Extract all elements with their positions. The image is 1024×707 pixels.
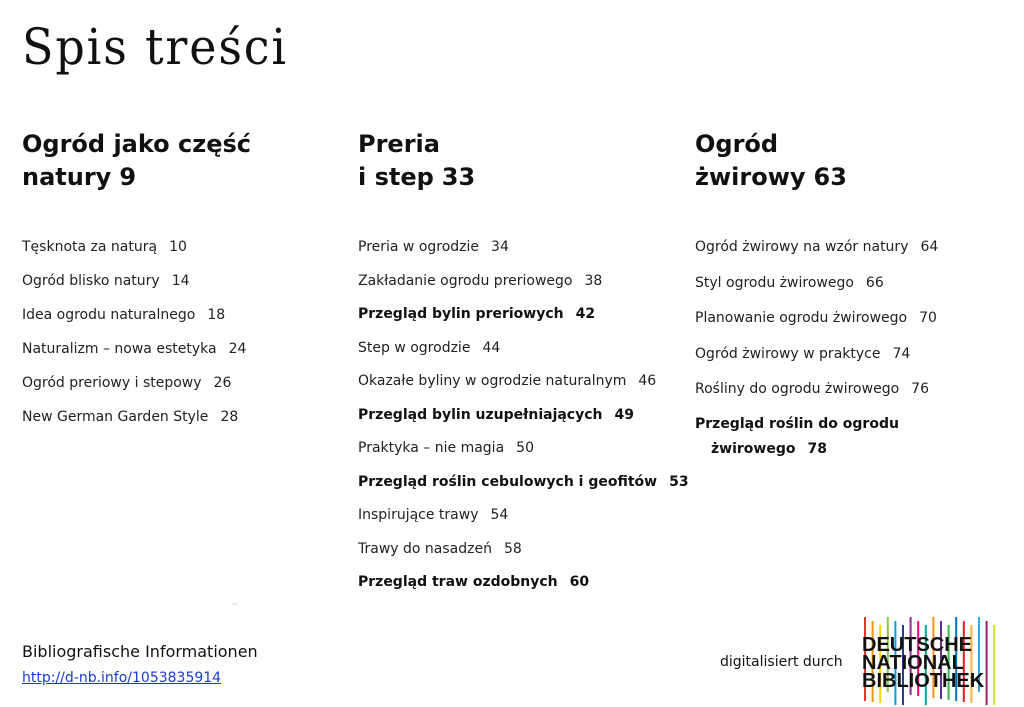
toc-entry-list xyxy=(358,238,698,607)
toc-entry xyxy=(358,439,698,473)
scan-speck: ·· xyxy=(232,600,238,609)
toc-entry-page: 42 xyxy=(575,306,596,322)
toc-entry-title-line2 xyxy=(695,437,1024,462)
toc-entry-page: 28 xyxy=(220,409,239,425)
bibliographic-info-label: Bibliografische Informationen xyxy=(22,642,258,661)
toc-entry xyxy=(358,305,698,339)
dnb-logo-stripe xyxy=(993,625,995,705)
toc-entry-title: New German Garden Style xyxy=(22,409,209,425)
section-heading-line2: i step xyxy=(358,163,434,191)
toc-entry-page: 50 xyxy=(516,440,534,456)
toc-entry-page: 24 xyxy=(228,341,247,357)
toc-entry-page: 44 xyxy=(482,339,501,356)
toc-entry xyxy=(22,374,362,408)
toc-entry xyxy=(695,345,1024,381)
dnb-logo-line1: DEUTSCHE xyxy=(862,634,973,656)
toc-entry-title: Przegląd bylin uzupełniających xyxy=(358,406,603,423)
toc-entry-title-line1: Przegląd roślin do ogrodu xyxy=(695,415,899,432)
toc-entry xyxy=(358,506,698,540)
toc-entry xyxy=(22,408,362,442)
toc-entry-title-line2-text: żwirowego xyxy=(711,440,796,457)
toc-entry-title: Preria w ogrodzie xyxy=(358,239,480,255)
toc-entry-title: Ogród żwirowy w praktyce xyxy=(695,345,881,362)
toc-entry-page: 76 xyxy=(911,381,929,397)
section-heading-line2: żwirowy xyxy=(695,163,806,191)
section-heading-line1: Ogród xyxy=(695,130,779,158)
section-heading-page: 33 xyxy=(441,163,476,191)
toc-entry-title: Przegląd bylin preriowych xyxy=(358,306,564,322)
dnb-logo-stripe xyxy=(986,621,988,705)
toc-entry xyxy=(695,380,1024,416)
toc-entry xyxy=(358,406,698,440)
toc-entry xyxy=(358,272,698,306)
toc-section-ogrod-natura xyxy=(22,128,342,425)
toc-entry xyxy=(695,412,1024,462)
section-heading-page: 9 xyxy=(119,163,137,191)
digitized-by-label: digitalisiert durch xyxy=(720,654,843,670)
toc-entry-page: 54 xyxy=(490,507,509,523)
toc-entry-title: Praktyka – nie magia xyxy=(358,440,505,456)
dnb-logo-line3: BIBLIOTHEK xyxy=(862,670,985,692)
toc-entry-page: 49 xyxy=(614,406,634,423)
toc-entry-title: Idea ogrodu naturalnego xyxy=(22,307,196,323)
toc-entry-title: Ogród preriowy i stepowy xyxy=(22,375,202,391)
toc-entry-page: 66 xyxy=(865,274,884,291)
toc-entry-page: 64 xyxy=(920,239,939,255)
toc-entry-title: Trawy do nasadzeń xyxy=(358,540,492,557)
toc-entry-title: Step w ogrodzie xyxy=(358,339,471,356)
toc-entry-title: Inspirujące trawy xyxy=(358,507,479,523)
toc-section-preria-step xyxy=(358,128,689,590)
toc-entry-page: 78 xyxy=(807,440,827,457)
dnb-logo xyxy=(860,617,1004,705)
toc-entry xyxy=(358,339,698,373)
toc-entry-page: 34 xyxy=(491,239,509,255)
toc-section-ogrod-zwirowy xyxy=(695,128,995,457)
page-title: Spis treści xyxy=(22,18,288,76)
toc-entry-title: Tęsknota za naturą xyxy=(22,239,158,255)
toc-entry-title: Przegląd traw ozdobnych xyxy=(358,574,558,590)
toc-entry xyxy=(22,306,362,340)
toc-entry-title: Przegląd roślin cebulowych i geofitów xyxy=(358,473,658,490)
toc-entry-page: 18 xyxy=(207,307,226,323)
toc-entry xyxy=(358,540,698,574)
toc-entry xyxy=(695,238,1024,274)
toc-entry-title: Ogród blisko natury xyxy=(22,273,160,289)
toc-entry xyxy=(22,238,362,272)
toc-entry-page: 26 xyxy=(213,375,232,391)
toc-entry-page: 70 xyxy=(919,310,937,326)
toc-entry xyxy=(358,473,698,507)
section-heading-page: 63 xyxy=(813,163,847,191)
section-heading-line1: Ogród jako część xyxy=(22,130,252,158)
toc-entry xyxy=(695,309,1024,345)
toc-entry-title: Ogród żwirowy na wzór natury xyxy=(695,239,909,255)
toc-entry-title: Okazałe byliny w ogrodzie naturalnym xyxy=(358,373,627,389)
toc-entry xyxy=(695,274,1024,310)
toc-entry-title: Naturalizm – nowa estetyka xyxy=(22,341,217,357)
toc-entry-page: 46 xyxy=(638,373,657,389)
toc-entry-title: Planowanie ogrodu żwirowego xyxy=(695,310,908,326)
dnb-logo-line2: NATIONAL xyxy=(862,652,964,674)
toc-entry-page: 60 xyxy=(569,574,590,590)
toc-entry-page: 53 xyxy=(669,473,689,490)
toc-entry xyxy=(22,272,362,306)
toc-entry-page: 38 xyxy=(584,272,603,289)
toc-entry-title: Styl ogrodu żwirowego xyxy=(695,274,854,291)
section-heading-line2: natury xyxy=(22,163,112,191)
toc-entry xyxy=(358,372,698,406)
toc-entry-title: Rośliny do ogrodu żwirowego xyxy=(695,381,900,397)
toc-entry-list xyxy=(22,238,362,442)
section-heading-line1: Preria xyxy=(358,130,440,158)
section-heading xyxy=(22,128,342,194)
section-heading xyxy=(358,128,678,194)
toc-entry-list xyxy=(695,238,1024,462)
toc-entry xyxy=(358,573,698,607)
toc-entry-page: 58 xyxy=(503,540,522,557)
section-heading xyxy=(695,128,995,194)
bibliographic-info-link[interactable]: http://d-nb.info/1053835914 xyxy=(22,670,222,686)
toc-entry-title: Zakładanie ogrodu preriowego xyxy=(358,272,573,289)
toc-entry-page: 10 xyxy=(169,239,187,255)
toc-entry-page: 14 xyxy=(171,273,190,289)
toc-entry xyxy=(358,238,698,272)
toc-entry-page: 74 xyxy=(892,345,911,362)
toc-entry xyxy=(22,340,362,374)
